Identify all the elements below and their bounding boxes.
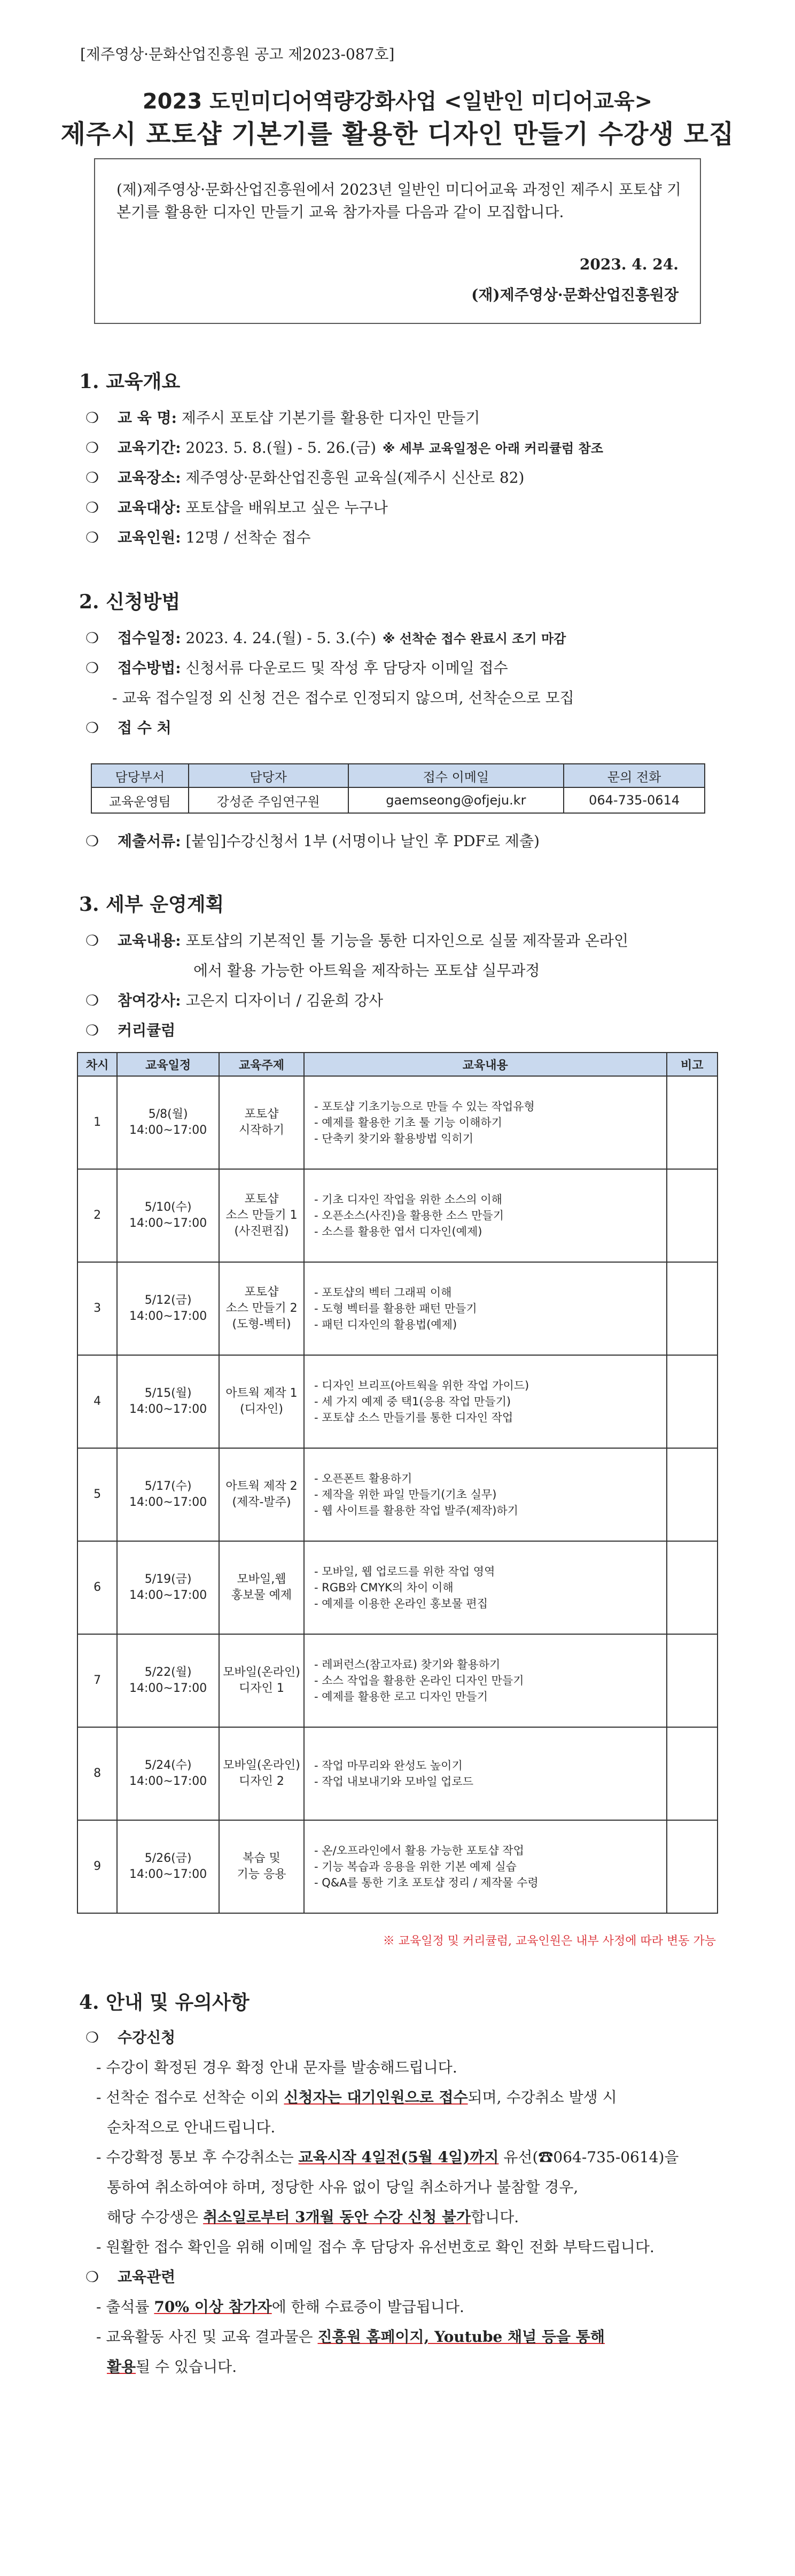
content-line: - Q&A를 통한 기초 포토샵 정리 / 제작물 수령 [314,1876,539,1889]
notice-number: [제주영상·문화산업진흥원 공고 제2023-087호] [80,45,395,63]
curriculum-footnote: ※ 교육일정 및 커리큘럼, 교육인원은 내부 사정에 따라 변동 가능 [383,1935,716,1948]
registration-note [96,2086,617,2107]
session-schedule [117,1541,219,1634]
item-label: 접수방법: [118,659,181,677]
overview-item [85,496,388,517]
session-number: 1 [77,1076,117,1169]
content-line: - 기초 디자인 작업을 위한 소스의 이해 [314,1193,502,1206]
curriculum-header: 차시 [77,1053,117,1076]
session-number: 8 [77,1727,117,1820]
session-remark [667,1727,718,1820]
session-content [304,1262,667,1355]
content-line: - 레퍼런스(참고자료) 찾기와 활용하기 [314,1658,501,1671]
intro-date: 2023. 4. 24. [579,256,679,273]
session-remark [667,1262,718,1355]
curriculum-row [77,1634,718,1727]
session-topic [219,1355,304,1448]
session-time: 14:00~17:00 [129,1775,207,1788]
intro-organization: (재)제주영상·문화산업진흥원장 [471,286,679,304]
circle-bullet-icon: ❍ [85,1022,99,1039]
overview-item [85,466,524,488]
contact-table [91,763,705,814]
content-line: - 오픈폰트 활용하기 [314,1472,412,1485]
session-schedule [117,1820,219,1913]
session-date: 5/26(금) [144,1852,192,1865]
education-note [96,2325,605,2347]
session-time: 14:00~17:00 [129,1496,207,1509]
session-content [304,1727,667,1820]
session-date: 5/19(금) [144,1573,192,1586]
session-remark [667,1820,718,1913]
overview-item [85,406,480,428]
circle-bullet-icon: ❍ [85,469,99,486]
title-line-1: 2023 도민미디어역량강화사업 <일반인 미디어교육> [142,89,653,114]
session-number: 2 [77,1169,117,1262]
overview-item [85,526,311,547]
session-topic [219,1169,304,1262]
contact-department: 교육운영팀 [91,787,189,813]
circle-bullet-icon: ❍ [85,2268,99,2286]
education-label: 교육관련 [118,2268,176,2286]
session-date: 5/8(월) [148,1108,188,1121]
curriculum-row [77,1727,718,1820]
item-label: 참여강사: [118,992,181,1009]
education-note [96,2295,464,2317]
item-value: 포토샵의 기본적인 툴 기능을 통한 디자인으로 실물 제작물과 온라인 [185,932,628,949]
session-date: 5/24(수) [144,1759,192,1772]
session-remark [667,1169,718,1262]
circle-bullet-icon: ❍ [85,932,99,949]
education-note-cont [107,2355,237,2377]
registration-label: 수강신청 [118,2029,176,2046]
intro-box [94,158,701,324]
session-time: 14:00~17:00 [129,1310,207,1323]
content-item [85,929,628,950]
note-emphasis: 취소일로부터 3개월 동안 수강 신청 불가 [203,2208,471,2226]
contact-label-row [85,716,172,738]
curriculum-row [77,1076,718,1169]
session-content [304,1634,667,1727]
topic-line: 아트웍 제작 1 [225,1387,298,1400]
curriculum-body [77,1076,718,1913]
session-number: 6 [77,1541,117,1634]
content-line: - 예제를 활용한 기초 툴 기능 이해하기 [314,1116,502,1129]
session-number: 4 [77,1355,117,1448]
circle-bullet-icon: ❍ [85,659,99,677]
content-line: - 작업 마무리와 완성도 높이기 [314,1759,463,1772]
content-line: - 웹 사이트를 활용한 작업 발주(제작)하기 [314,1504,518,1517]
content-line: - 온/오프라인에서 활용 가능한 포토샵 작업 [314,1844,524,1857]
note-text: - 교육활동 사진 및 교육 결과물은 [96,2328,318,2346]
topic-line: 모바일(온라인) [223,1759,300,1772]
content-line: - 포토샵 소스 만들기를 통한 디자인 작업 [314,1411,513,1424]
topic-line: 디자인 2 [239,1775,284,1788]
session-schedule [117,1727,219,1820]
item-value: 포토샵을 배워보고 싶은 누구나 [185,499,388,516]
curriculum-label-row [85,1019,175,1040]
session-time: 14:00~17:00 [129,1682,207,1695]
content-line: - RGB와 CMYK의 차이 이해 [314,1581,454,1594]
content-line: - 패턴 디자인의 활용법(예제) [314,1318,457,1331]
item-value: 제주시 포토샵 기본기를 활용한 디자인 만들기 [181,409,480,427]
curriculum-row [77,1541,718,1634]
session-topic [219,1634,304,1727]
item-value: 2023. 4. 24.(월) - 5. 3.(수) [185,629,377,647]
page-title: 제주시 포토샵 기본기를 활용한 디자인 만들기 수강생 모집 [60,119,735,149]
registration-note-cont: 순차적으로 안내드립니다. [107,2118,276,2136]
session-remark [667,1541,718,1634]
session-topic [219,1820,304,1913]
contact-label: 접 수 처 [118,719,172,737]
section-1-heading: 1. 교육개요 [79,370,181,393]
session-date: 5/12(금) [144,1294,192,1307]
contact-header: 담당부서 [91,764,189,787]
content-line: - 세 가지 예제 중 택1(응용 작업 만들기) [314,1395,511,1408]
session-content [304,1541,667,1634]
topic-line: 홍보물 예제 [231,1589,292,1602]
content-line: - 도형 벡터를 활용한 패턴 만들기 [314,1302,477,1315]
session-schedule [117,1076,219,1169]
topic-line: 소스 만들기 1 [225,1209,298,1222]
session-topic [219,1076,304,1169]
item-note: ※ 세부 교육일정은 아래 커리큘럼 참조 [383,441,603,456]
note-text: 유선(☎064-735-0614)을 [498,2148,679,2166]
session-schedule [117,1448,219,1541]
topic-line: (도형-벡터) [232,1318,291,1331]
contact-header: 문의 전화 [564,764,705,787]
session-date: 5/15(월) [144,1387,192,1400]
note-text: - 선착순 접수로 선착순 이외 [96,2088,284,2106]
curriculum-table [77,1052,718,1914]
topic-line: 아트웍 제작 2 [225,1480,298,1493]
content-line: - 모바일, 웹 업로드를 위한 작업 영역 [314,1565,495,1578]
session-time: 14:00~17:00 [129,1124,207,1137]
note-emphasis: 활용 [107,2358,136,2376]
session-topic [219,1541,304,1634]
curriculum-label: 커리큘럼 [118,1022,176,1039]
content-line: - 제작을 위한 파일 만들기(기초 실무) [314,1488,497,1501]
registration-note: - 수강이 확정된 경우 확정 안내 문자를 발송해드립니다. [96,2059,457,2076]
topic-line: 시작하기 [239,1124,285,1137]
session-topic [219,1727,304,1820]
topic-line: 모바일(온라인) [223,1666,300,1679]
topic-line: 포토샵 [244,1108,279,1121]
note-emphasis: 교육시작 4일전(5월 4일)까지 [298,2148,499,2166]
session-time: 14:00~17:00 [129,1589,207,1602]
session-content [304,1076,667,1169]
note-text: 되며, 수강취소 발생 시 [467,2088,617,2106]
contact-header: 접수 이메일 [348,764,564,787]
session-number: 5 [77,1448,117,1541]
item-label: 교육장소: [118,469,181,486]
session-content [304,1169,667,1262]
topic-line: 모바일,웹 [237,1573,286,1586]
content-line: - 단축키 찾기와 활용방법 익히기 [314,1132,474,1145]
session-schedule [117,1634,219,1727]
apply-sub-note: - 교육 접수일정 외 신청 건은 접수로 인정되지 않으며, 선착순으로 모집 [112,689,574,707]
session-content [304,1448,667,1541]
note-text: 에 한해 수료증이 발급됩니다. [271,2298,464,2316]
topic-line: 포토샵 [244,1286,279,1299]
session-content [304,1355,667,1448]
circle-bullet-icon: ❍ [85,409,99,427]
session-number: 9 [77,1820,117,1913]
content-line: - 소스 작업을 활용한 온라인 디자인 만들기 [314,1674,524,1687]
curriculum-row [77,1169,718,1262]
submit-docs-item [85,830,540,851]
section-3-heading: 3. 세부 운영계획 [79,893,224,916]
note-emphasis: 70% 이상 참가자 [154,2298,272,2316]
note-text: 될 수 있습니다. [136,2358,237,2376]
session-number: 3 [77,1262,117,1355]
apply-item [85,626,566,648]
section-4-heading: 4. 안내 및 유의사항 [79,1991,250,2014]
overview-item [85,436,603,458]
session-schedule [117,1169,219,1262]
item-value: 고은지 디자이너 / 김윤희 강사 [185,992,384,1009]
item-value: 2023. 5. 8.(월) - 5. 26.(금) [185,439,377,457]
content-line: - 오픈소스(사진)을 활용한 소스 만들기 [314,1209,504,1222]
curriculum-row [77,1448,718,1541]
instructor-item [85,989,383,1010]
intro-text: (제)제주영상·문화산업진흥원에서 2023년 일반인 미디어교육 과정인 제주시 포토샵 기본기를 활용한 디자인 만들기 교육 참가자를 다음과 같이 모집합니다. [116,181,681,221]
topic-line: (제작-발주) [232,1496,291,1509]
apply-item [85,656,508,678]
contact-header: 담당자 [189,764,348,787]
session-content [304,1820,667,1913]
content-line: - 포토샵 기초기능으로 만들 수 있는 작업유형 [314,1100,535,1113]
session-remark [667,1634,718,1727]
note-text: 합니다. [471,2208,519,2226]
circle-bullet-icon: ❍ [85,499,99,516]
content-value-continued: 에서 활용 가능한 아트웍을 제작하는 포토샵 실무과정 [193,962,540,979]
circle-bullet-icon: ❍ [85,719,99,737]
content-line: - 예제를 활용한 로고 디자인 만들기 [314,1690,488,1703]
circle-bullet-icon: ❍ [85,832,99,850]
session-time: 14:00~17:00 [129,1217,207,1230]
topic-line: 소스 만들기 2 [225,1302,298,1315]
item-label: 교육대상: [118,499,181,516]
session-schedule [117,1262,219,1355]
item-value: 신청서류 다운로드 및 작성 후 담당자 이메일 접수 [185,659,508,677]
item-label: 접수일정: [118,629,181,647]
note-text: - 수강확정 통보 후 수강취소는 [96,2148,299,2166]
item-value: [붙임]수강신청서 1부 (서명이나 날인 후 PDF로 제출) [185,832,540,850]
session-topic [219,1448,304,1541]
session-date: 5/22(월) [144,1666,192,1679]
note-text: 해당 수강생은 [107,2208,204,2226]
session-remark [667,1448,718,1541]
content-line: - 기능 복습과 응용을 위한 기본 예제 실습 [314,1860,517,1873]
item-label: 교육내용: [118,932,181,949]
topic-line: 디자인 1 [239,1682,284,1695]
circle-bullet-icon: ❍ [85,529,99,546]
registration-note-cont [107,2206,519,2227]
topic-line: 복습 및 [243,1852,280,1865]
topic-line: (디자인) [240,1403,283,1416]
topic-line: (사진편집) [234,1225,289,1238]
session-topic [219,1262,304,1355]
session-schedule [117,1355,219,1448]
curriculum-header: 교육주제 [219,1053,304,1076]
curriculum-row [77,1262,718,1355]
session-date: 5/17(수) [144,1480,192,1493]
session-time: 14:00~17:00 [129,1403,207,1416]
registration-note [96,2146,679,2167]
content-line: - 예제를 이용한 온라인 홍보물 편집 [314,1597,488,1610]
item-value: 제주영상·문화산업진흥원 교육실(제주시 신산로 82) [185,469,525,486]
curriculum-header: 비고 [667,1053,718,1076]
item-value: 12명 / 선착순 접수 [185,529,311,546]
contact-person: 강성준 주임연구원 [189,787,348,813]
topic-line: 기능 응용 [237,1868,286,1881]
note-emphasis: 진흥원 홈페이지, Youtube 채널 등을 통해 [317,2328,605,2346]
contact-email[interactable]: gaemseong@ofjeju.kr [348,787,564,813]
content-line: - 디자인 브리프(아트웍을 위한 작업 가이드) [314,1379,529,1392]
curriculum-row [77,1820,718,1913]
section-2-heading: 2. 신청방법 [79,591,181,613]
session-remark [667,1076,718,1169]
content-line: - 작업 내보내기와 모바일 업로드 [314,1775,474,1788]
curriculum-row [77,1355,718,1448]
circle-bullet-icon: ❍ [85,992,99,1009]
topic-line: 포토샵 [244,1193,279,1206]
session-number: 7 [77,1634,117,1727]
note-emphasis: 신청자는 대기인원으로 접수 [284,2088,468,2106]
item-note: ※ 선착순 접수 완료시 조기 마감 [383,631,566,646]
item-label: 교육기간: [118,439,181,457]
circle-bullet-icon: ❍ [85,629,99,647]
curriculum-header: 교육내용 [304,1053,667,1076]
circle-bullet-icon: ❍ [85,2029,99,2046]
item-label: 교 육 명: [118,409,177,427]
content-line: - 소스를 활용한 엽서 디자인(예제) [314,1225,482,1238]
registration-note: - 원활한 접수 확인을 위해 이메일 접수 후 담당자 유선번호로 확인 전화 부탁드립니다. [96,2238,654,2256]
item-label: 제출서류: [118,832,181,850]
note-text: - 출석률 [96,2298,154,2316]
session-remark [667,1355,718,1448]
contact-phone: 064-735-0614 [564,787,705,813]
content-line: - 포토샵의 벡터 그래픽 이해 [314,1286,452,1299]
education-label-row [85,2265,175,2287]
session-date: 5/10(수) [144,1201,192,1214]
registration-note-cont: 통하여 취소하여야 하며, 정당한 사유 없이 당일 취소하거나 불참할 경우, [107,2178,579,2196]
registration-label-row [85,2026,175,2047]
curriculum-header: 교육일정 [117,1053,219,1076]
session-time: 14:00~17:00 [129,1868,207,1881]
item-label: 교육인원: [118,529,181,546]
circle-bullet-icon: ❍ [85,439,99,457]
